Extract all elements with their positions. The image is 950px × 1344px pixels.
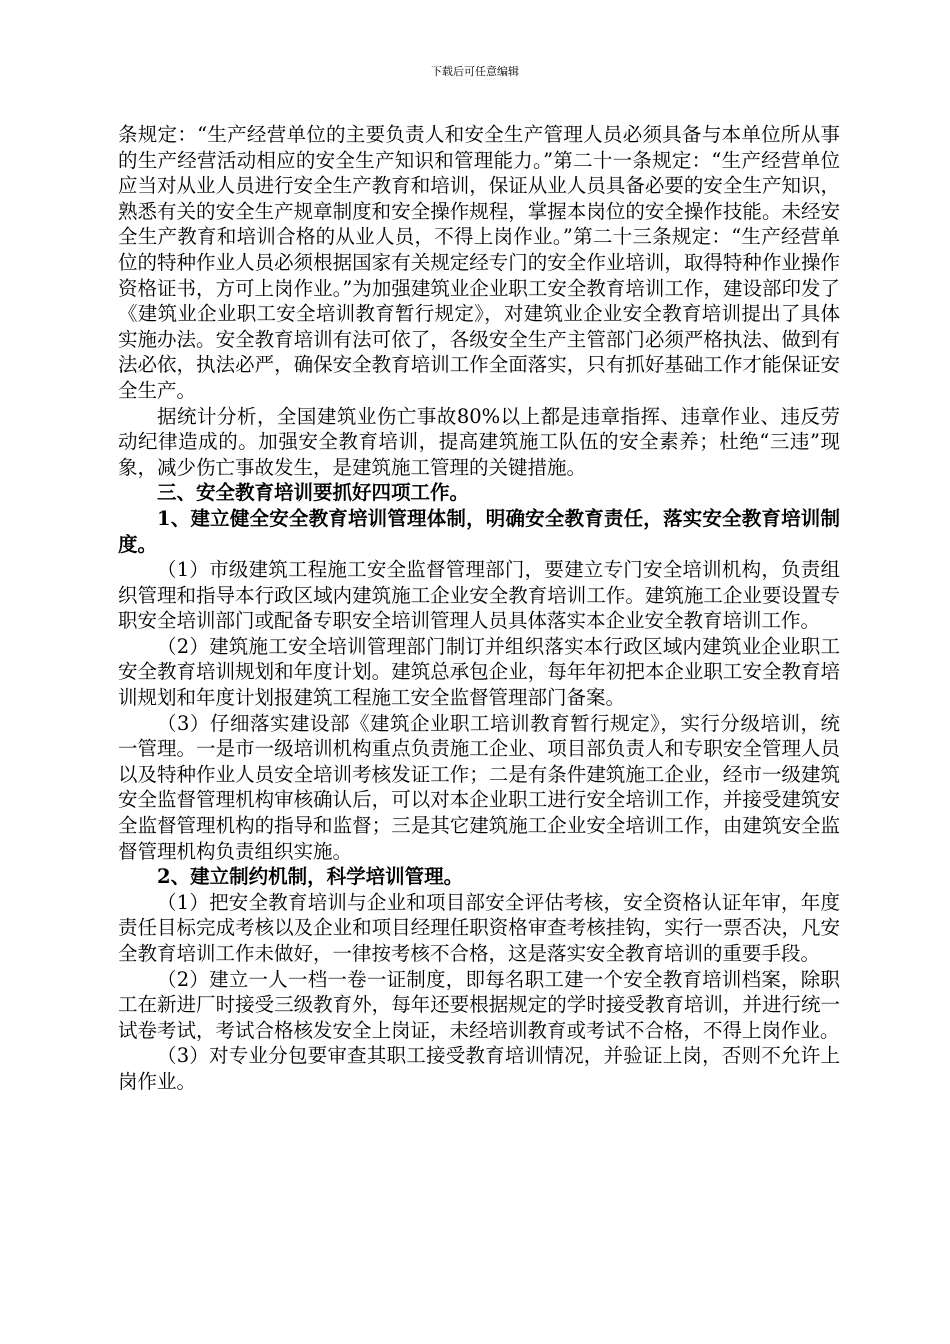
paragraph-1-1: （1）市级建筑工程施工安全监督管理部门，要建立专门安全培训机构，负责组织管理和指导本行政区域内建筑施工企业安全教育培训工作。建筑施工企业要设置专职安全培训部门或配备专职安全培训管理人员具体落实本企业安全教育培训工作。 [118, 558, 840, 633]
page-header: 下载后可任意编辑 [431, 65, 519, 78]
paragraph-regulations: 条规定：“生产经营单位的主要负责人和安全生产管理人员必须具备与本单位所从事的生产经营活动相应的安全生产知识和管理能力。”第二十一条规定：“生产经营单位应当对从业人员进行安全生产教育和培训，保证从业人员具备必要的安全生产知识，熟悉有关的安全生产规章制度和安全操作规程，掌握本岗位的安全操作技能。未经安全生产教育和培训合格的从业人员，不得上岗作业。”第二十三条规定：“生产经营单位的特种作业人员必须根据国家有关规定经专门的安全作业培训，取得特种作业操作资格证书，方可上岗作业。”为加强建筑业企业职工安全教育培训工作，建设部印发了《建筑业企业职工安全培训教育暂行规定》，对建筑业企业安全教育培训提出了具体实施办法。安全教育培训有法可依了，各级安全生产主管部门必须严格执法、做到有法必依，执法必严，确保安全教育培训工作全面落实，只有抓好基础工作才能保证安全生产。 [118, 123, 840, 402]
paragraph-1-3: （3）仔细落实建设部《建筑企业职工培训教育暂行规定》，实行分级培训，统一管理。一是市一级培训机构重点负责施工企业、项目部负责人和专职安全管理人员以及特种作业人员安全培训考核发证工作；二是有条件建筑施工企业，经市一级建筑安全监督管理机构审核确认后，可以对本企业职工进行安全培训工作，并接受建筑安全监督管理机构的指导和监督；三是其它建筑施工企业安全培训工作，由建筑安全监督管理机构负责组织实施。 [118, 711, 840, 863]
subsection-heading-1: 1、建立健全安全教育培训管理体制，明确安全教育责任，落实安全教育培训制度。 [118, 506, 840, 556]
section-heading-3: 三、安全教育培训要抓好四项工作。 [157, 481, 470, 505]
paragraph-2-2: （2）建立一人一档一卷一证制度，即每名职工建一个安全教育培训档案，除职工在新进厂时接受三级教育外，每年还要根据规定的学时接受教育培训，并进行统一试卷考试，考试合格核发安全上岗证，未经培训教育或考试不合格，不得上岗作业。 [118, 967, 840, 1042]
document-body [118, 122, 840, 1095]
paragraph-2-1: （1）把安全教育培训与企业和项目部安全评估考核，安全资格认证年审，年度责任目标完成考核以及企业和项目经理任职资格审查考核挂钩，实行一票否决，凡安全教育培训工作未做好，一律按考核不合格，这是落实安全教育培训的重要手段。 [118, 890, 840, 965]
paragraph-statistics: 据统计分析，全国建筑业伤亡事故80%以上都是违章指挥、违章作业、违反劳动纪律造成的。加强安全教育培训，提高建筑施工队伍的安全素养；杜绝“三违”现象，减少伤亡事故发生，是建筑施工管理的关键措施。 [118, 404, 840, 479]
subsection-heading-2: 2、建立制约机制，科学培训管理。 [157, 865, 464, 889]
paragraph-1-2: （2）建筑施工安全培训管理部门制订并组织落实本行政区域内建筑业企业职工安全教育培训规划和年度计划。建筑总承包企业，每年年初把本企业职工安全教育培训规划和年度计划报建筑工程施工安全监督管理部门备案。 [118, 634, 840, 710]
paragraph-2-3: （3）对专业分包要审查其职工接受教育培训情况，并验证上岗，否则不允许上岗作业。 [118, 1044, 840, 1093]
